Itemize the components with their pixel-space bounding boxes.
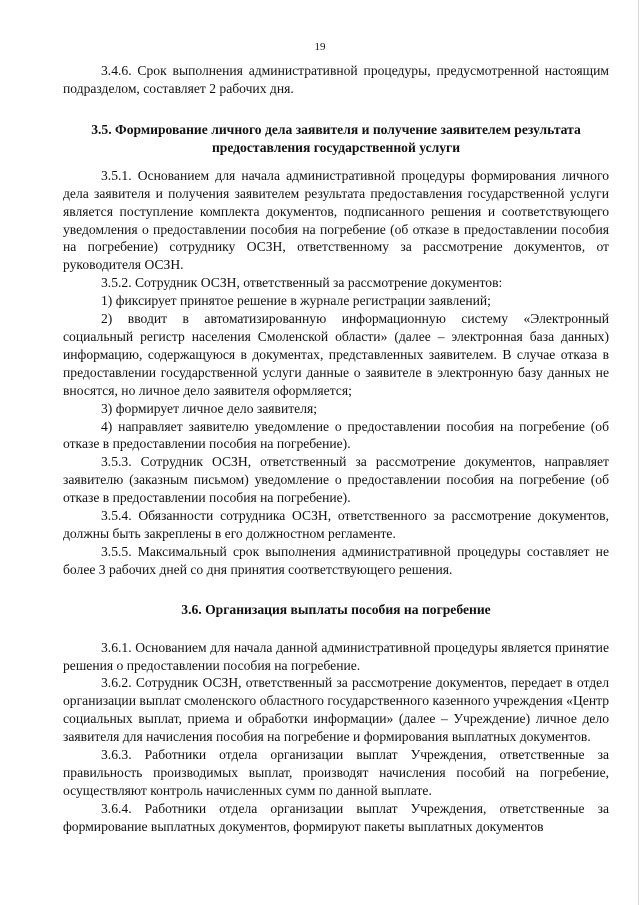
paragraph-3-6-4: 3.6.4. Работники отдела организации выплат Учреждения, ответственные за формирование выплатных документов, формируют пакеты выплатных документов — [63, 800, 609, 834]
section-heading-3-6: 3.6. Организация выплаты пособия на погребение — [181, 601, 491, 617]
paragraph-3-5-3: 3.5.3. Сотрудник ОСЗН, ответственный за рассмотрение документов, направляет заявителю (заказным письмом) уведомление о предоставлении пособия на погребение (об отказе в предоставлении пособия на погребение). — [63, 454, 609, 506]
paragraph-3-6-2: 3.6.2. Сотрудник ОСЗН, ответственный за рассмотрение документов, передает в отдел организации выплат смоленского областного государственного казенного учреждения «Центр социальных выплат, приема и обработки информации» (далее – Учреждение) личное дело заявителя для начисления пособия на погребение и формирования выплатных документов. — [63, 675, 609, 745]
paragraph-3-5-2: 3.5.2. Сотрудник ОСЗН, ответственный за рассмотрение документов: — [101, 275, 503, 291]
paragraph-3-5-1: 3.5.1. Основанием для начала административной процедуры формирования личного дела заявителя и получения заявителем результата предоставления государственной услуги является поступление комплекта документов, подписанного решения и соответствующего уведомления о предоставлении пособия на погребение (об отказе в предоставлении пособия на погребение) сотруднику ОСЗН, ответственному за рассмотрение документов, от руководителя ОСЗН. — [63, 167, 609, 273]
list-item-4: 4) направляет заявителю уведомление о предоставлении пособия на погребение (об отказе в предоставлении пособия на погребение). — [63, 418, 609, 452]
document-body — [63, 62, 609, 836]
paragraph-3-5-5: 3.5.5. Максимальный срок выполнения административной процедуры составляет не более 3 рабочих дней со дня принятия соответствующего решения. — [63, 543, 609, 577]
paragraph-3-6-1: 3.6.1. Основанием для начала данной административной процедуры является принятие решения о предоставлении пособия на погребение. — [63, 639, 609, 673]
list-item-2: 2) вводит в автоматизированную информационную систему «Электронный социальный регистр населения Смоленской области» (далее – электронная база данных) информацию, содержащуюся в документах, представленных заявителем. В случае отказа в предоставлении государственной услуги данные о заявителе в электронную базу данных не вносятся, но личное дело заявителя оформляется; — [63, 311, 609, 398]
page-number: 19 — [314, 41, 326, 53]
section-heading-3-5: 3.5. Формирование личного дела заявителя и получение заявителем результата предоставления государственной услуги — [91, 121, 581, 155]
list-item-3: 3) формирует личное дело заявителя; — [101, 400, 318, 416]
list-item-1: 1) фиксирует принятое решение в журнале регистрации заявлений; — [101, 293, 491, 309]
paragraph-3-5-4: 3.5.4. Обязанности сотрудника ОСЗН, ответственного за рассмотрение документов, должны быть закреплены в его должностном регламенте. — [63, 508, 609, 541]
page-edge-shadow — [638, 0, 639, 905]
paragraph-3-4-6: 3.4.6. Срок выполнения административной процедуры, предусмотренной настоящим подразделом, составляет 2 рабочих дня. — [63, 63, 609, 96]
paragraph-3-6-3: 3.6.3. Работники отдела организации выплат Учреждения, ответственные за правильность производимых выплат, производят начисления пособий на погребение, осуществляют контроль начисленных сумм по данной выплате. — [63, 747, 609, 798]
